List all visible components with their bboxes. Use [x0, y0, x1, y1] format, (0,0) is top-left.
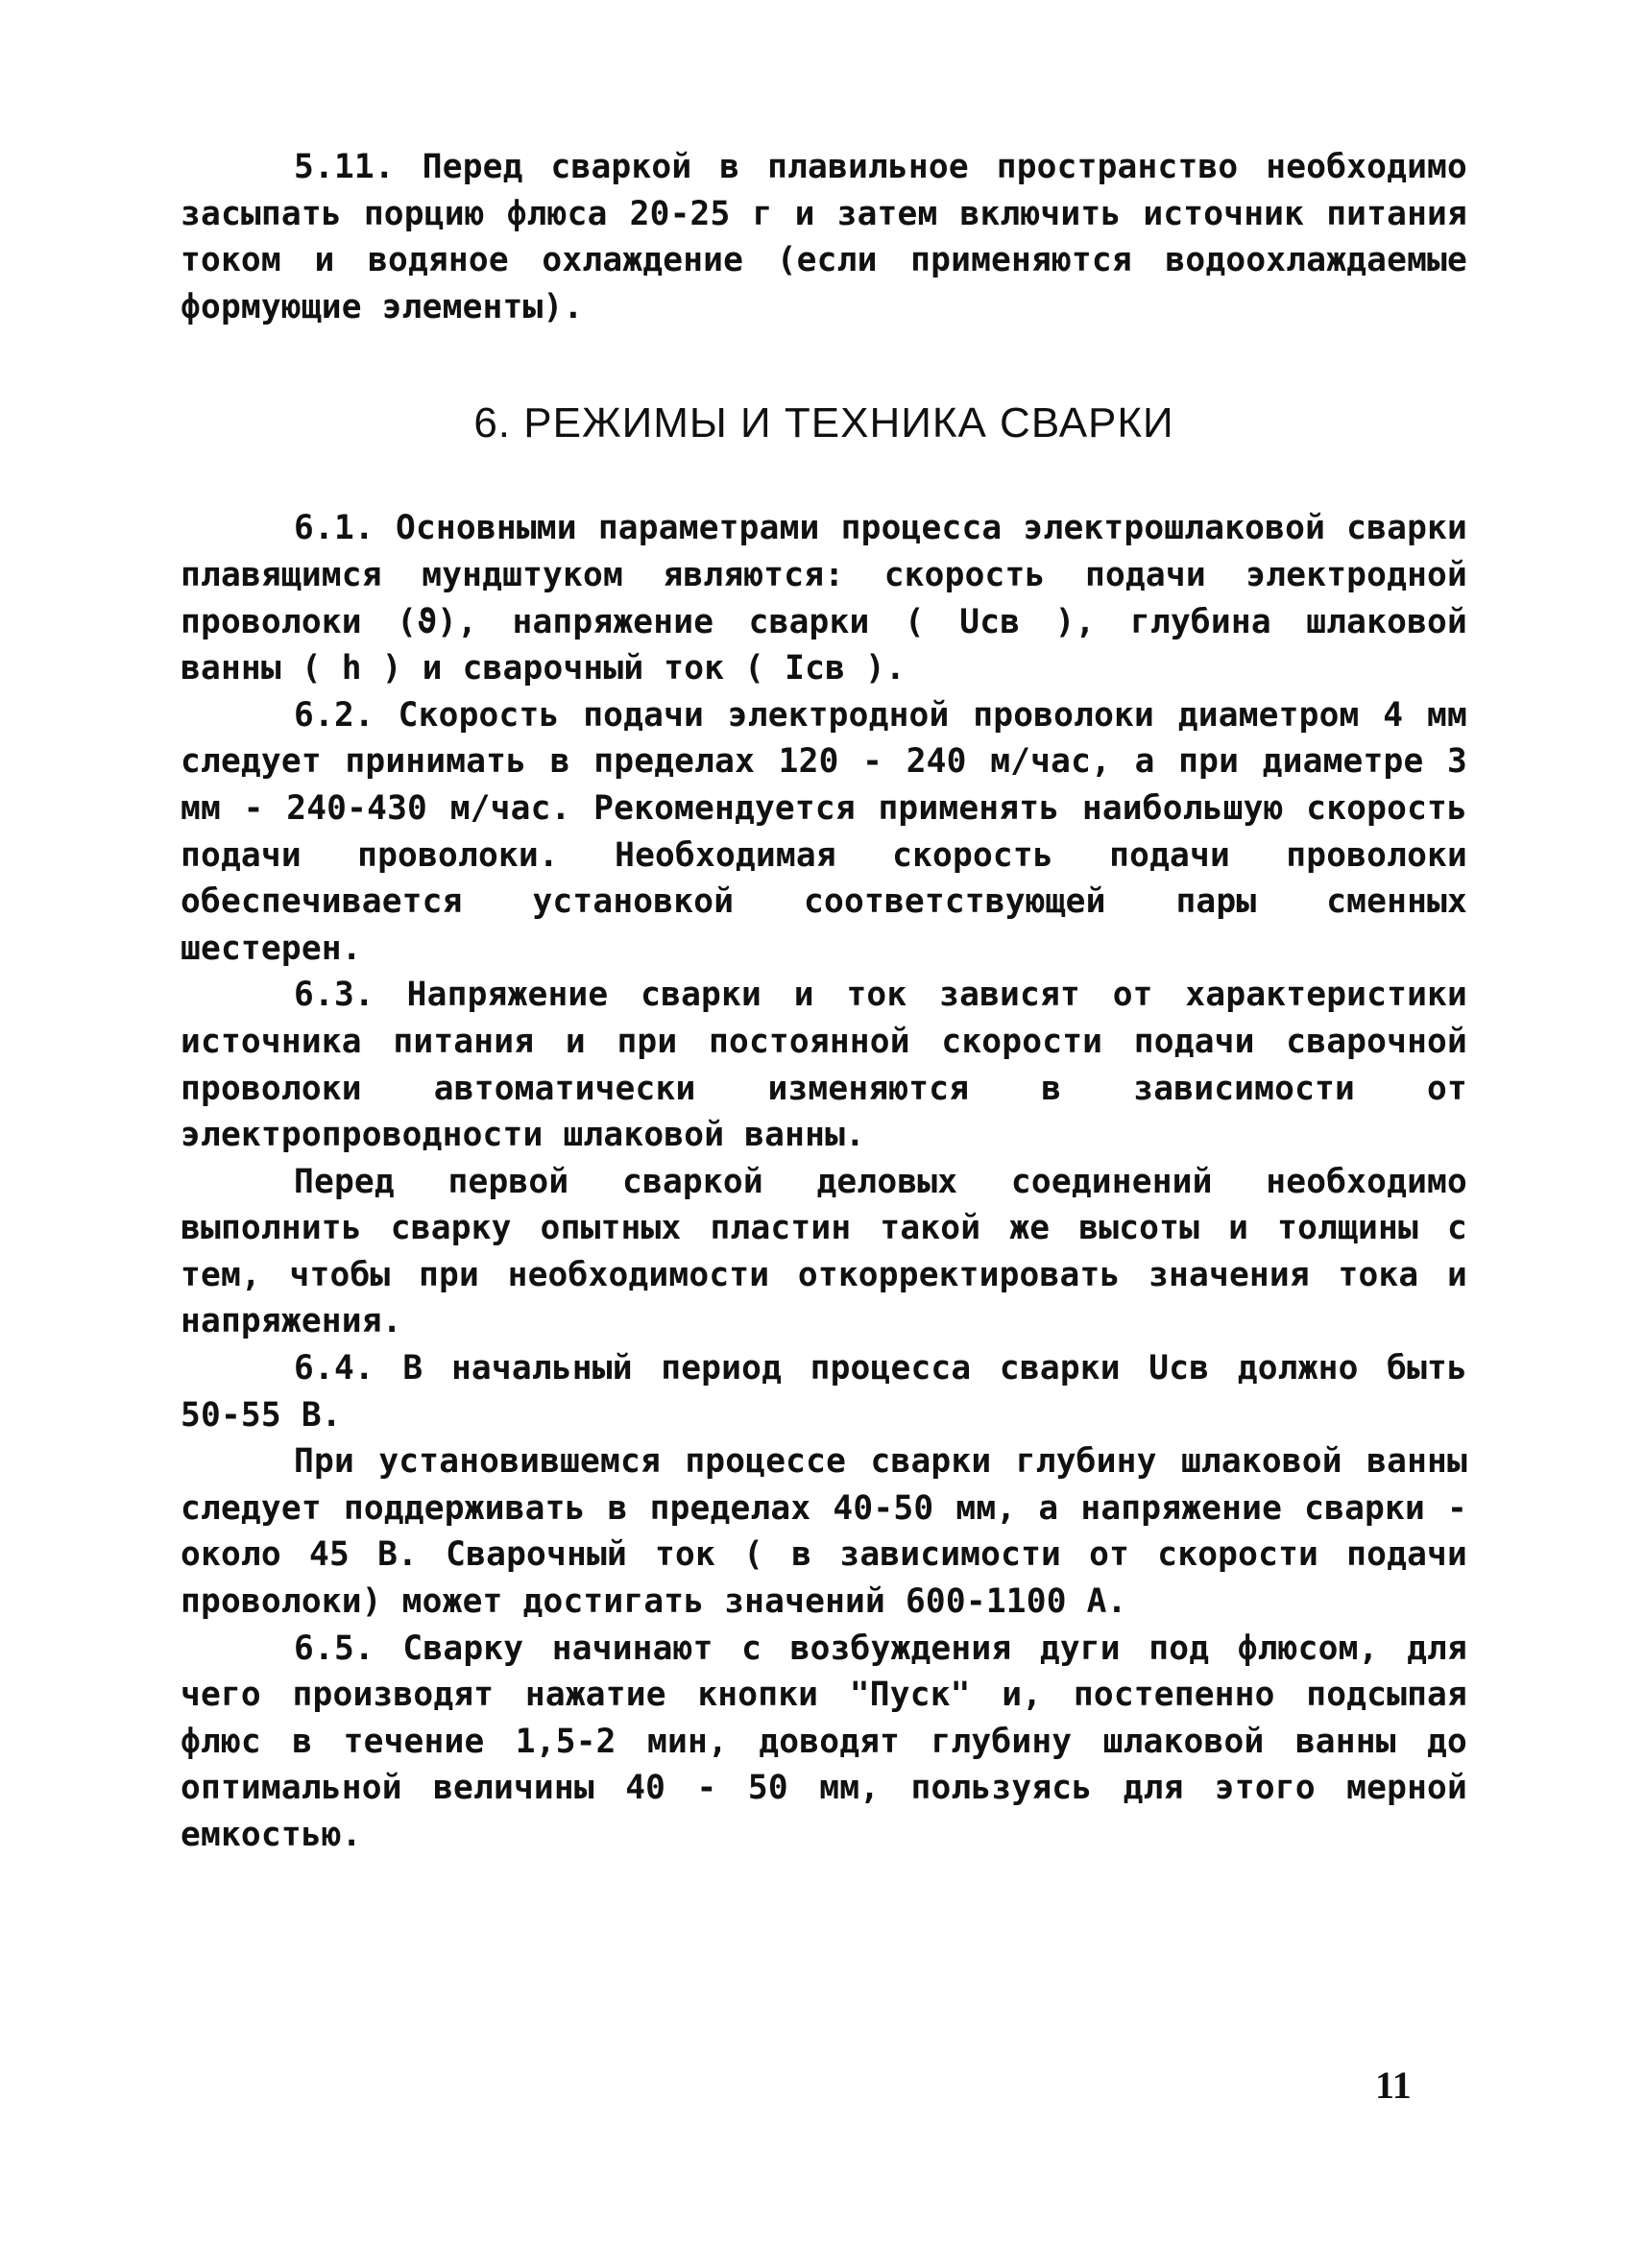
paragraph-6-1: 6.1. Основными параметрами процесса электрошлаковой сварки плавящимся мундштуком являются: скорость подачи электродной проволоки (ϑ), напряжение сварки ( Uсв ), глубина шлаковой ванны ( h ) и сварочный ток ( Iсв ).	[181, 509, 1467, 688]
paragraph-5-11: 5.11. Перед сваркой в плавильное пространство необходимо засыпать порцию флюса 20-25 г и затем включить источник питания током и водяное охлаждение (если применяются водоохлаждаемые формующие элементы).	[181, 148, 1467, 326]
paragraph-6-4-continued: При установившемся процессе сварки глубину шлаковой ванны следует поддерживать в пределах 40-50 мм, а напряжение сварки - около 45 В. Сварочный ток ( в зависимости от скорости подачи проволоки) может достигать значений 600-1100 А.	[181, 1442, 1467, 1622]
paragraph-6-4: 6.4. В начальный период процесса сварки Uсв должно быть 50-55 В.	[181, 1349, 1467, 1435]
paragraph-6-2: 6.2. Скорость подачи электродной проволоки диаметром 4 мм следует принимать в пределах 120 - 240 м/час, а при диаметре 3 мм - 240-430 м/час. Рекомендуется применять наибольшую скорость подачи проволоки. Необходимая скорость подачи проволоки обеспечивается установкой соответствующей пары сменных шестерен.	[181, 695, 1467, 968]
section-heading: 6. РЕЖИМЫ И ТЕХНИКА СВАРКИ	[473, 399, 1174, 447]
paragraph-6-5: 6.5. Сварку начинают с возбуждения дуги под флюсом, для чего производят нажатие кнопки "Пуск" и, постепенно подсыпая флюс в течение 1,5-2 мин, доводят глубину шлаковой ванны до оптимальной величины 40 - 50 мм, пользуясь для этого мерной емкостью.	[181, 1629, 1467, 1854]
paragraph-6-3-continued: Перед первой сваркой деловых соединений необходимо выполнить сварку опытных пластин такой же высоты и толщины с тем, чтобы при необходимости откорректировать значения тока и напряжения.	[181, 1162, 1467, 1341]
paragraph-6-3: 6.3. Напряжение сварки и ток зависят от характеристики источника питания и при постоянной скорости подачи сварочной проволоки автоматически изменяются в зависимости от электропроводности шлаковой ванны.	[181, 976, 1467, 1155]
page-number: 11	[1375, 2063, 1412, 2107]
document-page	[181, 144, 1467, 1859]
